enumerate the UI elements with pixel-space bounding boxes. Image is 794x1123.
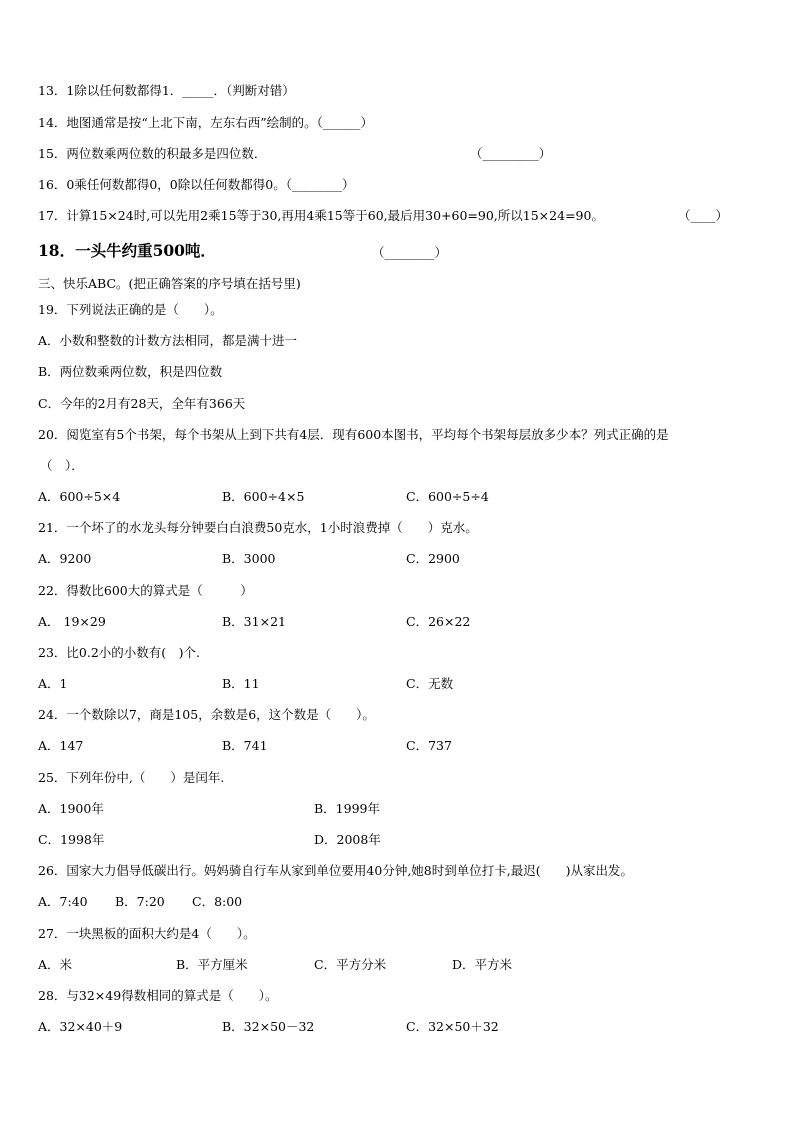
question-23-stem: 23．比0.2小的小数有( )个.	[38, 645, 201, 660]
question-25-option-a: A．1900年	[38, 801, 104, 816]
question-21-option-b: B．3000	[222, 551, 276, 566]
question-25-stem: 25．下列年份中,（ ）是闰年.	[38, 770, 225, 785]
question-27-option-d: D．平方米	[452, 957, 513, 972]
question-26-stem: 26．国家大力倡导低碳出行。妈妈骑自行车从家到单位要用40分钟,她8时到单位打卡,最迟( )从家出发。	[38, 863, 633, 878]
question-22-option-a: A． 19×29	[38, 614, 106, 629]
question-26-option-a: A．7:40	[38, 894, 88, 909]
question-15-answer-blank: （_________）	[470, 146, 552, 161]
question-25-option-c: C．1998年	[38, 832, 105, 847]
question-26-option-b: B．7:20	[115, 894, 165, 909]
question-17: 17．计算15×24时,可以先用2乘15等于30,再用4乘15等于60,最后用30+60=90,所以15×24=90。	[38, 208, 604, 223]
question-27-option-b: B．平方厘米	[176, 957, 248, 972]
question-25-option-b: B．1999年	[314, 801, 380, 816]
question-24-option-c: C．737	[406, 738, 452, 753]
question-20-option-a: A．600÷5×4	[38, 489, 121, 504]
question-28-option-a: A．32×40＋9	[38, 1019, 123, 1034]
question-21-stem: 21．一个坏了的水龙头每分钟要白白浪费50克水，1小时浪费掉（ ）克水。	[38, 520, 478, 535]
question-27-option-a: A．米	[38, 957, 73, 972]
question-14: 14．地图通常是按“上北下南，左东右西”绘制的。（______）	[38, 115, 373, 130]
section-3-title: 三、快乐ABC。(把正确答案的序号填在括号里)	[38, 276, 301, 291]
question-27-option-c: C．平方分米	[314, 957, 387, 972]
question-19-option-a: A．小数和整数的计数方法相同，都是满十进一	[38, 333, 298, 348]
question-23-option-c: C．无数	[406, 676, 454, 691]
question-16: 16．0乘任何数都得0，0除以任何数都得0。（________）	[38, 177, 355, 192]
question-26-option-c: C．8:00	[192, 894, 243, 909]
question-28-option-c: C．32×50＋32	[406, 1019, 499, 1034]
question-22-option-c: C．26×22	[406, 614, 471, 629]
question-21-option-c: C．2900	[406, 551, 460, 566]
question-28-stem: 28．与32×49得数相同的算式是（ ）。	[38, 988, 278, 1003]
question-22-stem: 22．得数比600大的算式是（ ）	[38, 583, 253, 598]
question-27-stem: 27．一块黑板的面积大约是4（ ）。	[38, 926, 256, 941]
question-20-option-b: B．600÷4×5	[222, 489, 305, 504]
question-19-option-c: C．今年的2月有28天，全年有366天	[38, 396, 246, 411]
question-17-answer-blank: （____）	[678, 208, 729, 223]
question-24-option-a: A．147	[38, 738, 84, 753]
question-19-stem: 19．下列说法正确的是（ ）。	[38, 302, 223, 317]
question-28-option-b: B．32×50－32	[222, 1019, 315, 1034]
question-22-option-b: B．31×21	[222, 614, 286, 629]
question-21-option-a: A．9200	[38, 551, 92, 566]
question-25-option-d: D．2008年	[314, 832, 381, 847]
question-18-answer-blank: （________）	[372, 245, 448, 260]
question-23-option-b: B．11	[222, 676, 260, 691]
question-13: 13．1除以任何数都得1．_____．（判断对错）	[38, 83, 295, 98]
question-15: 15．两位数乘两位数的积最多是四位数．	[38, 146, 267, 161]
question-24-stem: 24．一个数除以7，商是105，余数是6，这个数是（ ）。	[38, 707, 375, 722]
question-19-option-b: B．两位数乘两位数，积是四位数	[38, 364, 223, 379]
question-20-stem: 20．阅览室有5个书架，每个书架从上到下共有4层．现有600本图书，平均每个书架每层放多少本？列式正确的是	[38, 427, 669, 442]
question-23-option-a: A．1	[38, 676, 68, 691]
question-20-stem-continued: （ ）．	[40, 458, 84, 473]
question-18: 18．一头牛约重500吨．	[38, 241, 216, 260]
question-24-option-b: B．741	[222, 738, 268, 753]
question-20-option-c: C．600÷5÷4	[406, 489, 489, 504]
